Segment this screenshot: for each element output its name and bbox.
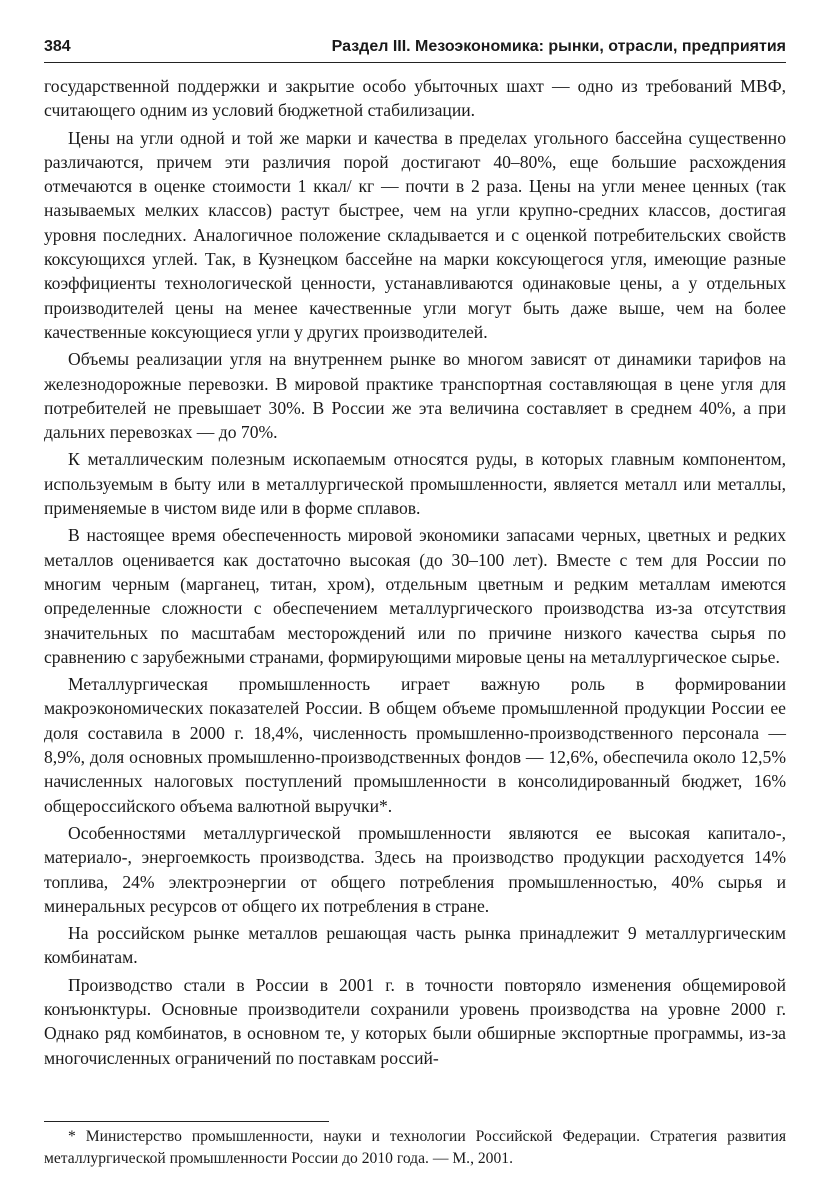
paragraph-metallurgy-features: Особенностями металлургической промышленности являются ее высокая капитало-, материало-, энергоемкость производства. Здесь на производство продукции расходуется 14% топлива, 24% электроэнергии от общего потребления промышленностью, 40% сырья и минеральных ресурсов от общего их потребления в стране.	[44, 822, 786, 916]
running-title: Раздел III. Мезоэкономика: рынки, отрасли, предприятия	[331, 38, 786, 55]
running-header	[44, 28, 786, 63]
paragraph-metal-market: На российском рынке металлов решающая часть рынка принадлежит 9 металлургическим комбинатам.	[44, 923, 786, 968]
body-text	[44, 74, 786, 1070]
paragraph-metallurgy-role: Металлургическая промышленность играет важную роль в формировании макроэкономических показателей России. В общем объеме промышленной продукции России ее доля составила в 2000 г. 18,4%, численность промышленно-производственного персонала — 8,9%, доля основных промышленно-производственных фондов — 12,6%, обеспечила около 12,5% начисленных налоговых поступлений промышленности в консолидированный бюджет, 16% общероссийского объема валютной выручки*.	[44, 674, 786, 816]
page-number: 384	[44, 38, 71, 55]
paragraph-coal-prices: Цены на угли одной и той же марки и качества в пределах угольного бассейна существенно различаются, причем эти различия порой достигают 40–80%, еще большие расхождения отмечаются в оценке стоимости 1 ккал/ кг — почти в 2 раза. Цены на угли менее ценных (так называемых мелких классов) растут быстрее, чем на угли крупно-средних классов, достигая уровня последних. Аналогичное положение складывается и с оценкой потребительских свойств коксующихся углей. Так, в Кузнецком бассейне на марки коксующегося угля, имеющие разные коэффициенты технологической ценности, устанавливаются одинаковые цены, а у отдельных производителей цены на менее качественные угли могут быть даже выше, чем на более качественные коксующиеся угли у других производителей.	[44, 127, 786, 342]
paragraph-coal-sales: Объемы реализации угля на внутреннем рынке во многом зависят от динамики тарифов на железнодорожные перевозки. В мировой практике транспортная составляющая в цене угля для потребителей не превышает 30%. В России же эта величина составляет в среднем 40%, а при дальних перевозках — до 70%.	[44, 349, 786, 443]
paragraph-continuation: государственной поддержки и закрытие особо убыточных шахт — одно из требований МВФ, считающего одним из условий бюджетной стабилизации.	[44, 76, 786, 121]
footnote: * Министерство промышленности, науки и технологии Российской Федерации. Стратегия развития металлургической промышленности России до 2010 года. — М., 2001.	[44, 1128, 786, 1167]
paragraph-metal-ores: К металлическим полезным ископаемым относятся руды, в которых главным компонентом, используемым в быту или в металлургической промышленности, является металл или металлы, применяемые в чистом виде или в форме сплавов.	[44, 449, 786, 519]
paragraph-metal-reserves: В настоящее время обеспеченность мировой экономики запасами черных, цветных и редких металлов оценивается как достаточно высокая (до 30–100 лет). Вместе с тем для России по многим черным (марганец, титан, хром), отдельным цветным и редким металлам имеются определенные сложности с обеспечением металлургического производства из-за отсутствия значительных по масштабам месторождений или по причине низкого качества сырья по сравнению с зарубежными странами, формирующими мировые цены на металлургическое сырье.	[44, 525, 786, 667]
paragraph-steel-production: Производство стали в России в 2001 г. в точности повторяло изменения общемировой конъюнктуры. Основные производители сохранили уровень производства на уровне 2000 г. Однако ряд комбинатов, в основном те, у которых были обширные экспортные программы, из-за многочисленных ограничений по поставкам россий-	[44, 974, 786, 1068]
footnote-divider	[44, 1121, 329, 1122]
